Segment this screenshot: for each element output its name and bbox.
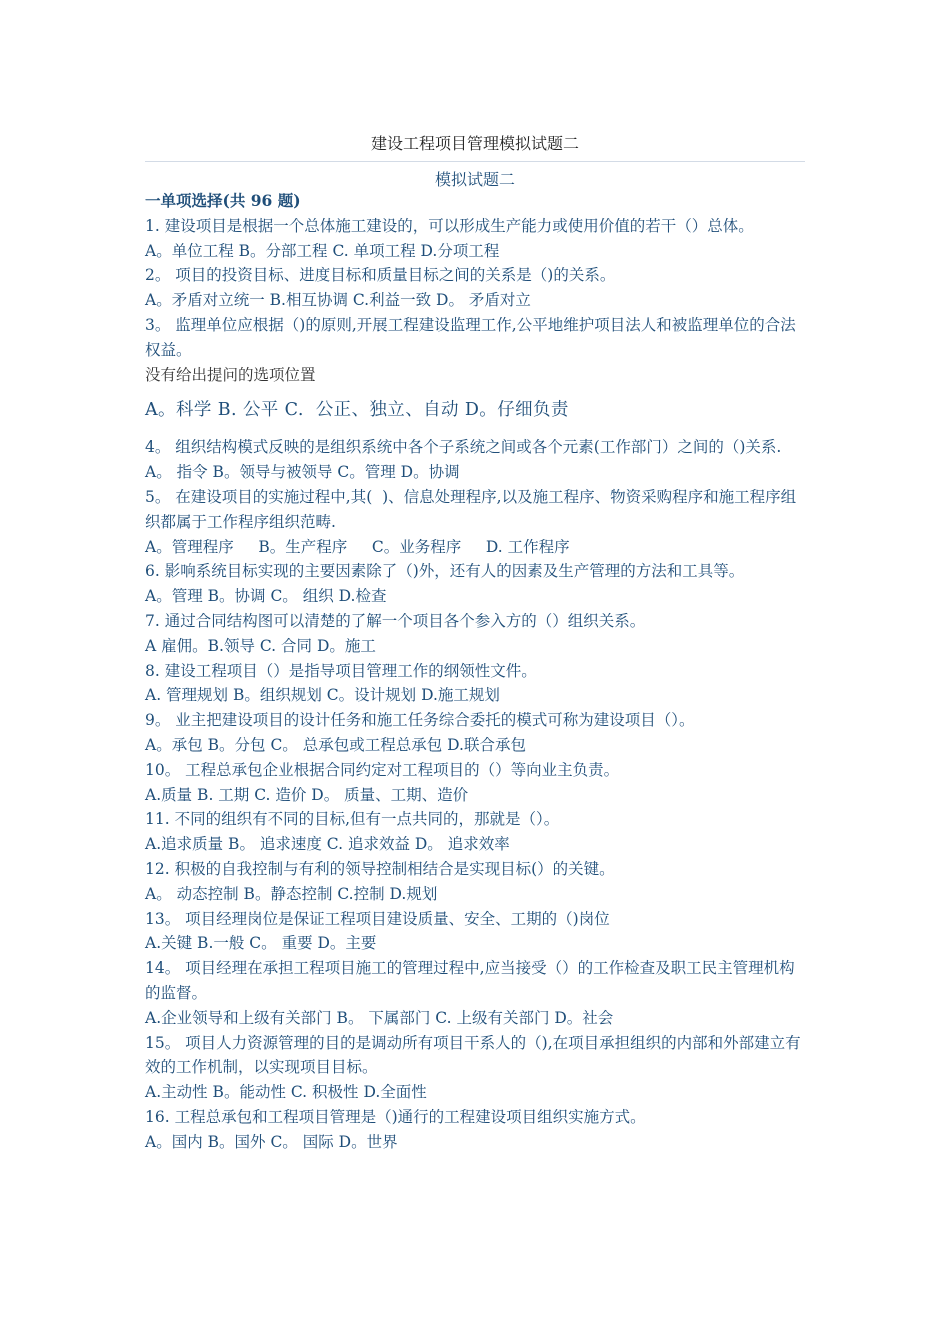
question-line: 12. 积极的自我控制与有利的领导控制相结合是实现目标(）的关键。 <box>145 859 615 878</box>
answer-options: A。单位工程 B。分部工程 C. 单项工程 D.分项工程 <box>145 241 500 260</box>
question-line: 11. 不同的组织有不同的目标,但有一点共同的，那就是（）。 <box>145 810 560 829</box>
question-line: 5。 在建设项目的实施过程中,其( )、信息处理程序,以及施工程序、物资采购程序和施工程序组织都属于工作程序组织范畴. <box>145 487 797 531</box>
answer-options: A。承包 B。分包 C。 总承包或工程总承包 D.联合承包 <box>145 735 526 754</box>
answer-options: A.追求质量 B。 追求速度 C. 追求效益 D。 追求效率 <box>145 835 510 854</box>
answer-options: A 雇佣。B.领导 C. 合同 D。施工 <box>145 636 376 655</box>
answer-options: A。矛盾对立统一 B.相互协调 C.利益一致 D。 矛盾对立 <box>145 291 531 310</box>
question-list <box>145 189 809 1154</box>
note-line: 没有给出提问的选项位置 <box>145 365 316 384</box>
question-line: 8. 建设工程项目（）是指导项目管理工作的纲领性文件。 <box>145 661 537 680</box>
question-line: 15。 项目人力资源管理的目的是调动所有项目干系人的（),在项目承担组织的内部和外部建立有效的工作机制，以实现项目目标。 <box>145 1033 801 1077</box>
answer-options: A.企业领导和上级有关部门 B。 下属部门 C. 上级有关部门 D。社会 <box>145 1008 614 1027</box>
question-line: 4。 组织结构模式反映的是组织系统中各个子系统之间或各个元素(工作部门）之间的（)关系. <box>145 438 782 457</box>
section-heading: 一单项选择(共 96 题) <box>145 191 301 210</box>
question-line: 2。 项目的投资目标、进度目标和质量目标之间的关系是（)的关系。 <box>145 266 616 285</box>
question-line: 6. 影响系统目标实现的主要因素除了（)外，还有人的因素及生产管理的方法和工具等。 <box>145 562 745 581</box>
answer-options: A。 指令 B。领导与被领导 C。管理 D。协调 <box>145 463 460 482</box>
title-divider <box>145 161 805 162</box>
question-line: 3。 监理单位应根据（)的原则,开展工程建设监理工作,公平地维护项目法人和被监理单位的合法权益。 <box>145 315 796 359</box>
question-line: 10。 工程总承包企业根据合同约定对工程项目的（）等向业主负责。 <box>145 760 620 779</box>
answer-options: A. 管理规划 B。组织规划 C。设计规划 D.施工规划 <box>145 686 500 705</box>
question-line: 13。 项目经理岗位是保证工程项目建设质量、安全、工期的（)岗位 <box>145 909 610 928</box>
question-line: 14。 项目经理在承担工程项目施工的管理过程中,应当接受（）的工作检查及职工民主管理机构的监督。 <box>145 959 795 1002</box>
document-subtitle: 模拟试题二 <box>434 170 515 189</box>
answer-options: A。国内 B。国外 C。 国际 D。世界 <box>145 1132 398 1151</box>
answer-options-large: A。科学 B. 公平 C. 公正、独立、自动 D。仔细负责 <box>145 400 569 421</box>
question-line: 16. 工程总承包和工程项目管理是（)通行的工程建设项目组织实施方式。 <box>145 1107 646 1126</box>
answer-options: A。管理 B。协调 C。 组织 D.检查 <box>145 587 387 606</box>
question-line: 1. 建设项目是根据一个总体施工建设的，可以形成生产能力或使用价值的若干（）总体。 <box>145 216 754 235</box>
answer-options: A。 动态控制 B。静态控制 C.控制 D.规划 <box>145 884 438 903</box>
answer-options: A.质量 B. 工期 C. 造价 D。 质量、工期、造价 <box>145 785 469 804</box>
answer-options: A.关键 B.一般 C。 重要 D。主要 <box>145 934 377 953</box>
answer-options: A.主动性 B。能动性 C. 积极性 D.全面性 <box>145 1083 427 1102</box>
document-title: 建设工程项目管理模拟试题二 <box>370 134 579 153</box>
question-line: 7. 通过合同结构图可以清楚的了解一个项目各个参入方的（）组织关系。 <box>145 611 646 630</box>
answer-options: A。管理程序 B。生产程序 C。业务程序 D. 工作程序 <box>145 537 570 556</box>
question-line: 9。 业主把建设项目的设计任务和施工任务综合委托的模式可称为建设项目（）。 <box>145 711 695 730</box>
